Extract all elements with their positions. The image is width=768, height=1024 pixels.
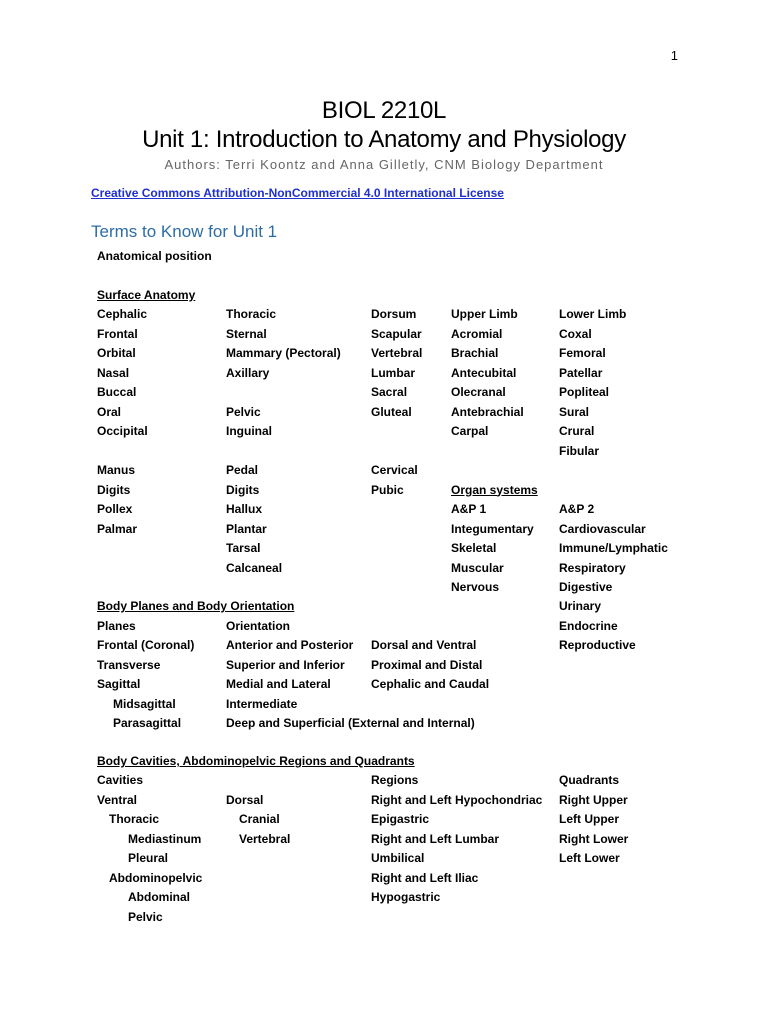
surface-anatomy-cell: Pubic <box>371 482 404 497</box>
surface-anatomy-cell: Inguinal <box>226 424 272 438</box>
body-cavities-cell: Vertebral <box>239 831 291 846</box>
body-cavities-heading: Body Cavities, Abdominopelvic Regions and Quadrants <box>97 754 415 768</box>
body-planes-cell: Frontal (Coronal) <box>97 638 195 652</box>
surface-anatomy-cell: Mammary (Pectoral) <box>226 346 341 360</box>
body-planes-cell: Planes <box>97 618 136 633</box>
surface-anatomy-cell: Buccal <box>97 385 137 399</box>
surface-anatomy-cell: Plantar <box>226 521 267 536</box>
surface-anatomy-cell: Lumbar <box>371 365 416 380</box>
surface-anatomy-cell: Acromial <box>451 326 503 341</box>
license-link[interactable]: Creative Commons Attribution-NonCommercial 4.0 International License <box>91 186 504 200</box>
body-cavities-cell: Cranial <box>239 812 280 826</box>
surface-anatomy-cell: Cardiovascular <box>559 521 646 536</box>
surface-anatomy-cell: Axillary <box>226 365 270 380</box>
surface-anatomy-cell: Carpal <box>451 424 489 438</box>
body-planes-cell: Sagittal <box>97 677 141 691</box>
body-cavities-cell: Hypogastric <box>371 890 441 904</box>
body-planes-cell: Midsagittal <box>113 696 176 711</box>
body-planes-cell: Anterior and Posterior <box>226 638 354 652</box>
body-planes-cell: Parasagittal <box>113 716 182 730</box>
surface-anatomy-cell: Tarsal <box>226 541 261 555</box>
surface-anatomy-cell: Olecranal <box>451 385 506 399</box>
surface-anatomy-cell: Crural <box>559 424 595 438</box>
surface-anatomy-cell: A&P 1 <box>451 502 487 516</box>
surface-anatomy-cell: Nervous <box>451 580 500 594</box>
body-cavities-cell: Right Upper <box>559 792 628 807</box>
surface-anatomy-cell: Gluteal <box>371 404 412 419</box>
body-planes-cell: Urinary <box>559 599 602 613</box>
surface-anatomy-cell: Sternal <box>226 326 267 341</box>
surface-anatomy-cell: Sural <box>559 404 590 419</box>
body-cavities-cell: Left Lower <box>559 851 620 865</box>
surface-anatomy-cell: Sacral <box>371 385 408 399</box>
body-cavities-cell: Umbilical <box>371 851 425 865</box>
surface-anatomy-cell: Respiratory <box>559 560 626 575</box>
body-cavities-cell: Right Lower <box>559 831 629 846</box>
body-cavities-cell: Left Upper <box>559 812 619 826</box>
body-cavities-cell: Regions <box>371 773 419 787</box>
body-cavities-cell: Pleural <box>128 851 169 865</box>
body-planes-cell: Transverse <box>97 657 161 672</box>
body-cavities-cell: Right and Left Iliac <box>371 870 479 885</box>
surface-anatomy-cell: Manus <box>97 463 136 477</box>
surface-anatomy-cell: Cephalic <box>97 307 148 321</box>
surface-anatomy-cell: Thoracic <box>226 307 277 321</box>
surface-anatomy-cell: Hallux <box>226 502 263 516</box>
body-cavities-cell: Thoracic <box>109 812 160 826</box>
surface-anatomy-cell: Cervical <box>371 463 418 477</box>
surface-anatomy-cell: A&P 2 <box>559 502 595 516</box>
surface-anatomy-cell: Antebrachial <box>451 404 524 419</box>
surface-anatomy-cell: Calcaneal <box>226 560 283 575</box>
surface-anatomy-cell: Immune/Lymphatic <box>559 541 668 555</box>
terms-heading: Terms to Know for Unit 1 <box>91 222 278 241</box>
surface-anatomy-cell: Antecubital <box>451 365 517 380</box>
surface-anatomy-cell: Nasal <box>97 365 130 380</box>
surface-anatomy-heading: Surface Anatomy <box>97 288 196 302</box>
surface-anatomy-cell: Oral <box>97 404 122 419</box>
body-cavities-cell: Ventral <box>97 792 138 807</box>
body-cavities-cell: Mediastinum <box>128 831 202 846</box>
surface-anatomy-cell: Fibular <box>559 443 600 458</box>
document-subtitle: Unit 1: Introduction to Anatomy and Physiology <box>142 126 626 153</box>
anatomical-position: Anatomical position <box>97 249 212 263</box>
surface-anatomy-cell: Patellar <box>559 365 603 380</box>
body-cavities-cell: Right and Left Hypochondriac <box>371 792 543 807</box>
surface-anatomy-cell: Skeletal <box>451 541 497 555</box>
body-cavities-cell: Dorsal <box>226 792 264 807</box>
body-planes-cell: Intermediate <box>226 696 298 711</box>
surface-anatomy-cell: Digits <box>226 482 260 497</box>
body-cavities-cell: Epigastric <box>371 812 430 826</box>
surface-anatomy-cell: Pedal <box>226 463 259 477</box>
body-cavities-cell: Quadrants <box>559 773 620 787</box>
surface-anatomy-cell: Orbital <box>97 346 136 360</box>
surface-anatomy-cell: Digits <box>97 482 131 497</box>
body-cavities-cell: Abdominal <box>128 890 190 904</box>
surface-anatomy-cell: Digestive <box>559 580 613 594</box>
surface-anatomy-cell: Pelvic <box>226 404 261 419</box>
body-cavities-cell: Cavities <box>97 773 144 787</box>
surface-anatomy-cell: Dorsum <box>371 307 417 321</box>
body-planes-cell: Proximal and Distal <box>371 657 483 672</box>
body-planes-cell: Endocrine <box>559 618 618 633</box>
surface-anatomy-cell: Integumentary <box>451 521 534 536</box>
body-planes-cell: Superior and Inferior <box>226 657 345 672</box>
surface-anatomy-cell: Coxal <box>559 326 592 341</box>
body-planes-cell: Medial and Lateral <box>226 677 331 691</box>
page-number: 1 <box>670 48 678 63</box>
body-planes-cell: Orientation <box>226 618 291 633</box>
document-title: BIOL 2210L <box>321 97 447 124</box>
surface-anatomy-cell: Organ systems <box>451 482 538 497</box>
body-planes-cell: Reproductive <box>559 638 636 652</box>
body-planes-cell: Deep and Superficial (External and Internal) <box>226 716 475 730</box>
surface-anatomy-cell: Popliteal <box>559 385 610 399</box>
document-authors: Authors: Terri Koontz and Anna Gilletly, CNM Biology Department <box>164 157 604 172</box>
surface-anatomy-cell: Upper Limb <box>451 307 518 321</box>
surface-anatomy-cell: Muscular <box>451 560 504 575</box>
surface-anatomy-cell: Brachial <box>451 346 499 360</box>
surface-anatomy-cell: Vertebral <box>371 346 423 360</box>
surface-anatomy-cell: Occipital <box>97 424 148 438</box>
surface-anatomy-cell: Frontal <box>97 326 138 341</box>
surface-anatomy-cell: Scapular <box>371 326 422 341</box>
body-planes-heading: Body Planes and Body Orientation <box>97 599 295 613</box>
surface-anatomy-cell: Lower Limb <box>559 307 627 321</box>
surface-anatomy-cell: Palmar <box>97 521 138 536</box>
body-cavities-cell: Pelvic <box>128 909 163 924</box>
body-cavities-cell: Right and Left Lumbar <box>371 831 499 846</box>
body-planes-cell: Cephalic and Caudal <box>371 677 490 691</box>
surface-anatomy-cell: Pollex <box>97 502 133 516</box>
surface-anatomy-cell: Femoral <box>559 346 606 360</box>
body-cavities-cell: Abdominopelvic <box>109 870 203 885</box>
body-planes-cell: Dorsal and Ventral <box>371 638 477 652</box>
